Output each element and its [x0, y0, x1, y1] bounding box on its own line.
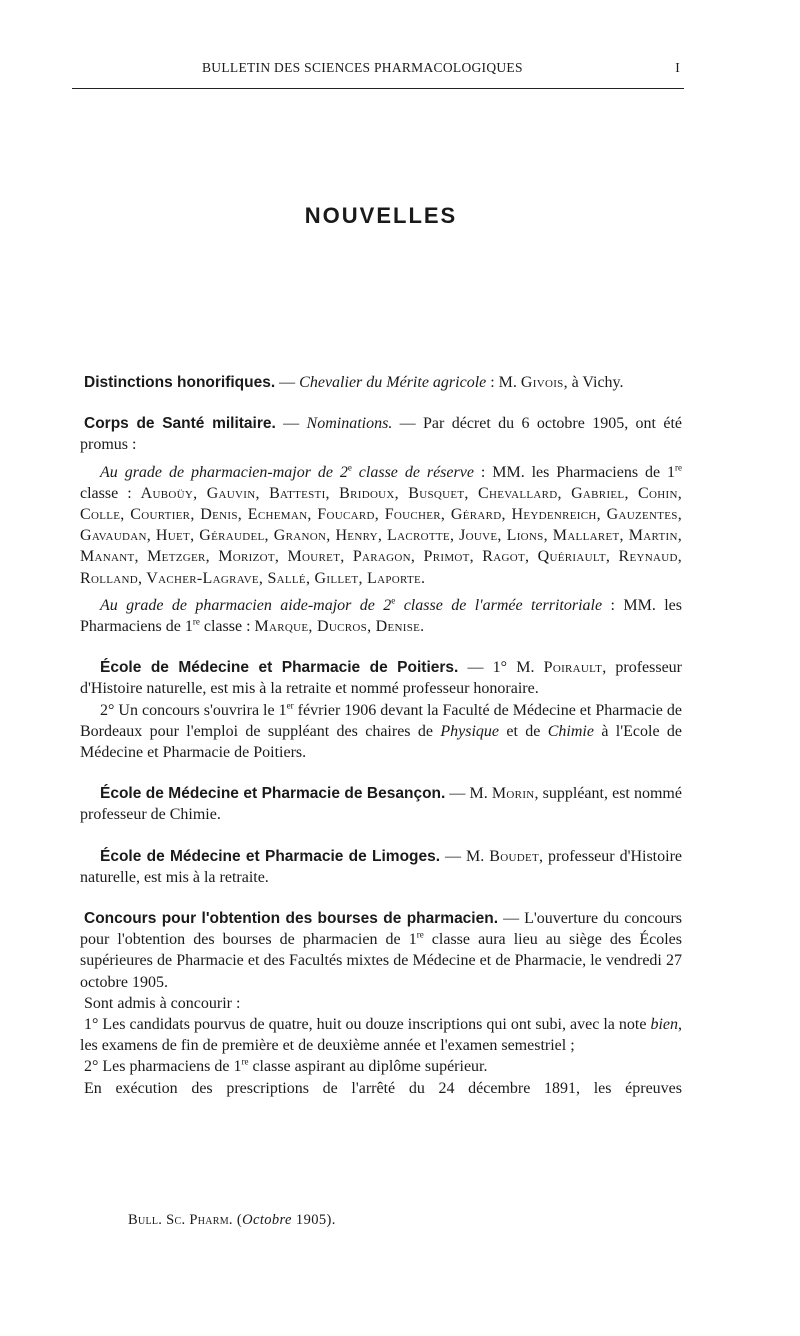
paragraph-distinctions — [80, 372, 682, 393]
text: février 1906 devant la Faculté de Médecine et Pharmacie de Bordeaux pour l'emploi de suppléant des chaires de — [80, 701, 682, 740]
text: à l'Ecole de Médecine et Pharmacie de Poitiers. — [80, 722, 683, 762]
paragraph-admis — [80, 993, 682, 1014]
text: : MM. les Pharmaciens de 1 — [473, 463, 675, 481]
footer-citation — [128, 1212, 336, 1229]
text: ( — [232, 1212, 243, 1228]
text: classe aspirant au diplôme supérieur. — [248, 1058, 488, 1076]
text: et de — [499, 722, 548, 740]
text: — M. — [440, 847, 490, 865]
paragraph-concours — [80, 908, 682, 993]
sup: re — [241, 1057, 249, 1068]
sup: e — [347, 462, 352, 473]
paragraph-execution — [80, 1078, 682, 1099]
sup: re — [192, 616, 200, 627]
text: : MM. les Pharmaciens de 1 — [80, 596, 683, 636]
chair-name: Chimie — [547, 722, 594, 740]
paragraph-poitiers-concours — [80, 700, 682, 764]
text: : M. — [486, 374, 521, 391]
paragraph-poitiers — [80, 657, 682, 699]
text: Sont admis à concourir : — [84, 994, 241, 1012]
dash: — — [275, 374, 300, 391]
text: classe : — [199, 618, 255, 636]
grade-text: Au grade de pharmacien-major de 2 — [100, 463, 348, 481]
paragraph-besancon — [80, 783, 682, 825]
page-title: NOUVELLES — [304, 203, 458, 228]
paragraph-aide-major — [80, 595, 682, 637]
heading-corps: Corps de Santé militaire. — [84, 415, 276, 433]
person-name: Boudet — [489, 847, 539, 865]
paragraph-limoges — [80, 846, 682, 888]
text: , professeur d'Histoire naturelle, est mis à la retraite. — [80, 847, 683, 886]
text: classe : — [80, 484, 141, 502]
person-name: Givois — [520, 374, 564, 391]
person-name: Poirault — [543, 659, 603, 677]
list-item-2 — [80, 1056, 682, 1077]
note-word: bien — [650, 1016, 678, 1034]
text: , les examens de fin de première et de deuxième année et l'examen semestriel ; — [80, 1016, 682, 1055]
sup: e — [391, 595, 396, 606]
text: — Par décret du 6 octobre 1905, ont été promus : — [80, 415, 682, 454]
page-number: I — [675, 60, 680, 75]
sup: re — [416, 929, 424, 940]
grade-text: classe de réserve — [351, 463, 474, 481]
text: 2° Les pharmaciens de 1 — [84, 1058, 242, 1076]
text: 1° Les candidats pourvus de quatre, huit ou douze inscriptions qui ont subi, avec la note — [84, 1016, 651, 1034]
grade-text: classe de l'armée territoriale — [395, 596, 603, 614]
article-body — [80, 372, 682, 1099]
text: , suppléant, est nommé professeur de Chimie. — [80, 785, 682, 824]
heading-poitiers: École de Médecine et Pharmacie de Poitiers. — [100, 659, 459, 677]
heading-distinctions: Distinctions honorifiques. — [84, 374, 276, 391]
text: classe aura lieu au siège des Écoles supérieures de Pharmacie et des Facultés mixtes de Médecine et de Pharmacie, le vendredi 27 octobre 1905. — [80, 931, 682, 991]
names-list: Marque, Ducros, Denise. — [254, 618, 425, 636]
sup: er — [286, 700, 294, 711]
month: Octobre — [242, 1212, 292, 1228]
journal-abbrev: Bull. Sc. Pharm. — [128, 1212, 233, 1228]
text: — L'ouverture du concours pour l'obtention des bourses de pharmacien de 1 — [80, 910, 683, 949]
text: En exécution des prescriptions de l'arrêté du 24 décembre 1891, les épreuves — [84, 1079, 682, 1097]
paragraph-pharmacien-major — [80, 462, 682, 589]
person-name: Morin — [491, 785, 535, 803]
dash: — — [275, 415, 307, 433]
page — [80, 0, 682, 1336]
running-title: BULLETIN DES SCIENCES PHARMACOLOGIQUES — [202, 60, 523, 75]
paragraph-corps — [80, 413, 682, 455]
text: 2° Un concours s'ouvrira le 1 — [100, 701, 287, 719]
text: — M. — [445, 785, 492, 803]
distinction-title: Chevalier du Mérite agricole — [299, 374, 487, 391]
list-item-1 — [80, 1014, 682, 1056]
header-rule — [72, 88, 684, 89]
heading-besancon: École de Médecine et Pharmacie de Besançon. — [100, 785, 446, 803]
text: 1905). — [291, 1212, 336, 1228]
text: — 1° M. — [458, 659, 544, 677]
text: , à Vichy. — [563, 374, 624, 391]
text: , professeur d'Histoire naturelle, est mis à la retraite et nommé professeur honoraire. — [80, 659, 683, 698]
names-list: Auboüy, Gauvin, Battesti, Bridoux, Busquet, Chevallard, Gabriel, Cohin, Colle, Courtier, Denis, Echeman, Foucard, Foucher, Gérard, Heydenreich, Gauzentes, Gavaudan, Huet, Géraudel, Granon, Henry, Lacrotte, Jouve, Lions, Mallaret, Martin, Manant, Metzger, Morizot, Mouret, Paragon, Primot, Ragot, Quériault, Reynaud, Rolland, Vacher-Lagrave, Sallé, Gillet, Laporte. — [80, 484, 682, 587]
heading-concours: Concours pour l'obtention des bourses de pharmacien. — [84, 910, 499, 928]
running-header — [80, 58, 682, 80]
heading-limoges: École de Médecine et Pharmacie de Limoges. — [100, 847, 441, 865]
nominations-label: Nominations. — [306, 415, 393, 433]
sup: re — [675, 462, 682, 473]
grade-text: Au grade de pharmacien aide-major de 2 — [100, 596, 392, 614]
chair-name: Physique — [440, 722, 500, 740]
